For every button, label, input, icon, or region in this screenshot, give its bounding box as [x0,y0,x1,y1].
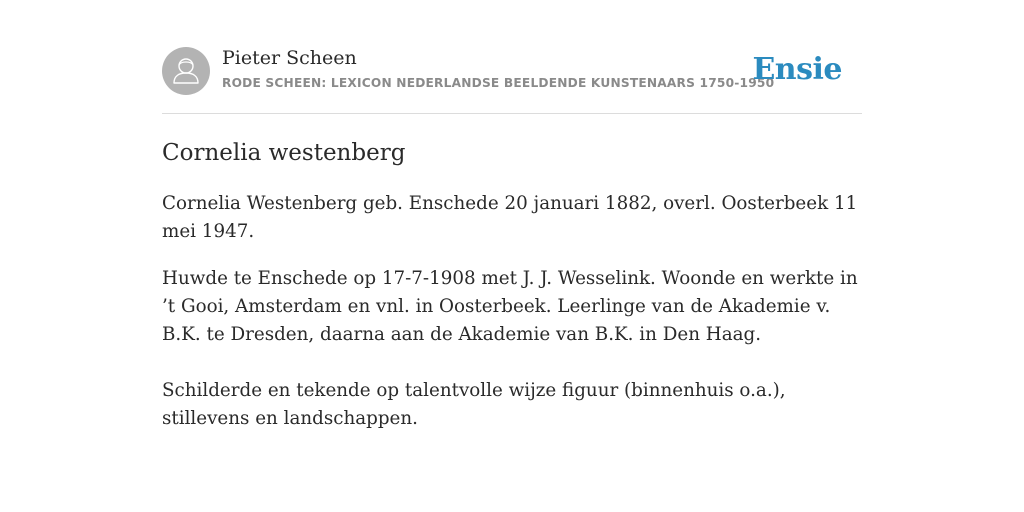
author-avatar[interactable] [162,47,210,95]
entry-card [162,0,862,429]
entry-header [162,0,862,114]
source-title[interactable]: RODE SCHEEN: LEXICON NEDERLANDSE BEELDENDE KUNSTENAARS 1750-1950 [222,76,775,90]
author-name[interactable]: Pieter Scheen [222,47,357,69]
article-paragraph-2: Huwde te Enschede op 17-7-1908 met J. J. Wesselink. Woonde en werkte in ’t Gooi, Amsterdam en vnl. in Oosterbeek. Leerlinge van de Akademie v. B.K. te Dresden, daarna aan de Akademie van B.K. in Den Haag. [162,268,858,345]
ensie-logo[interactable]: Ensie [752,52,842,87]
user-icon [162,47,210,95]
page-title: Cornelia westenberg [162,140,406,166]
article-paragraph-1: Cornelia Westenberg geb. Enschede 20 januari 1882, overl. Oosterbeek 11 mei 1947. [162,193,858,242]
article-paragraph-3: Schilderde en tekende op talentvolle wijze figuur (binnenhuis o.a.), stillevens en landschappen. [162,380,786,429]
